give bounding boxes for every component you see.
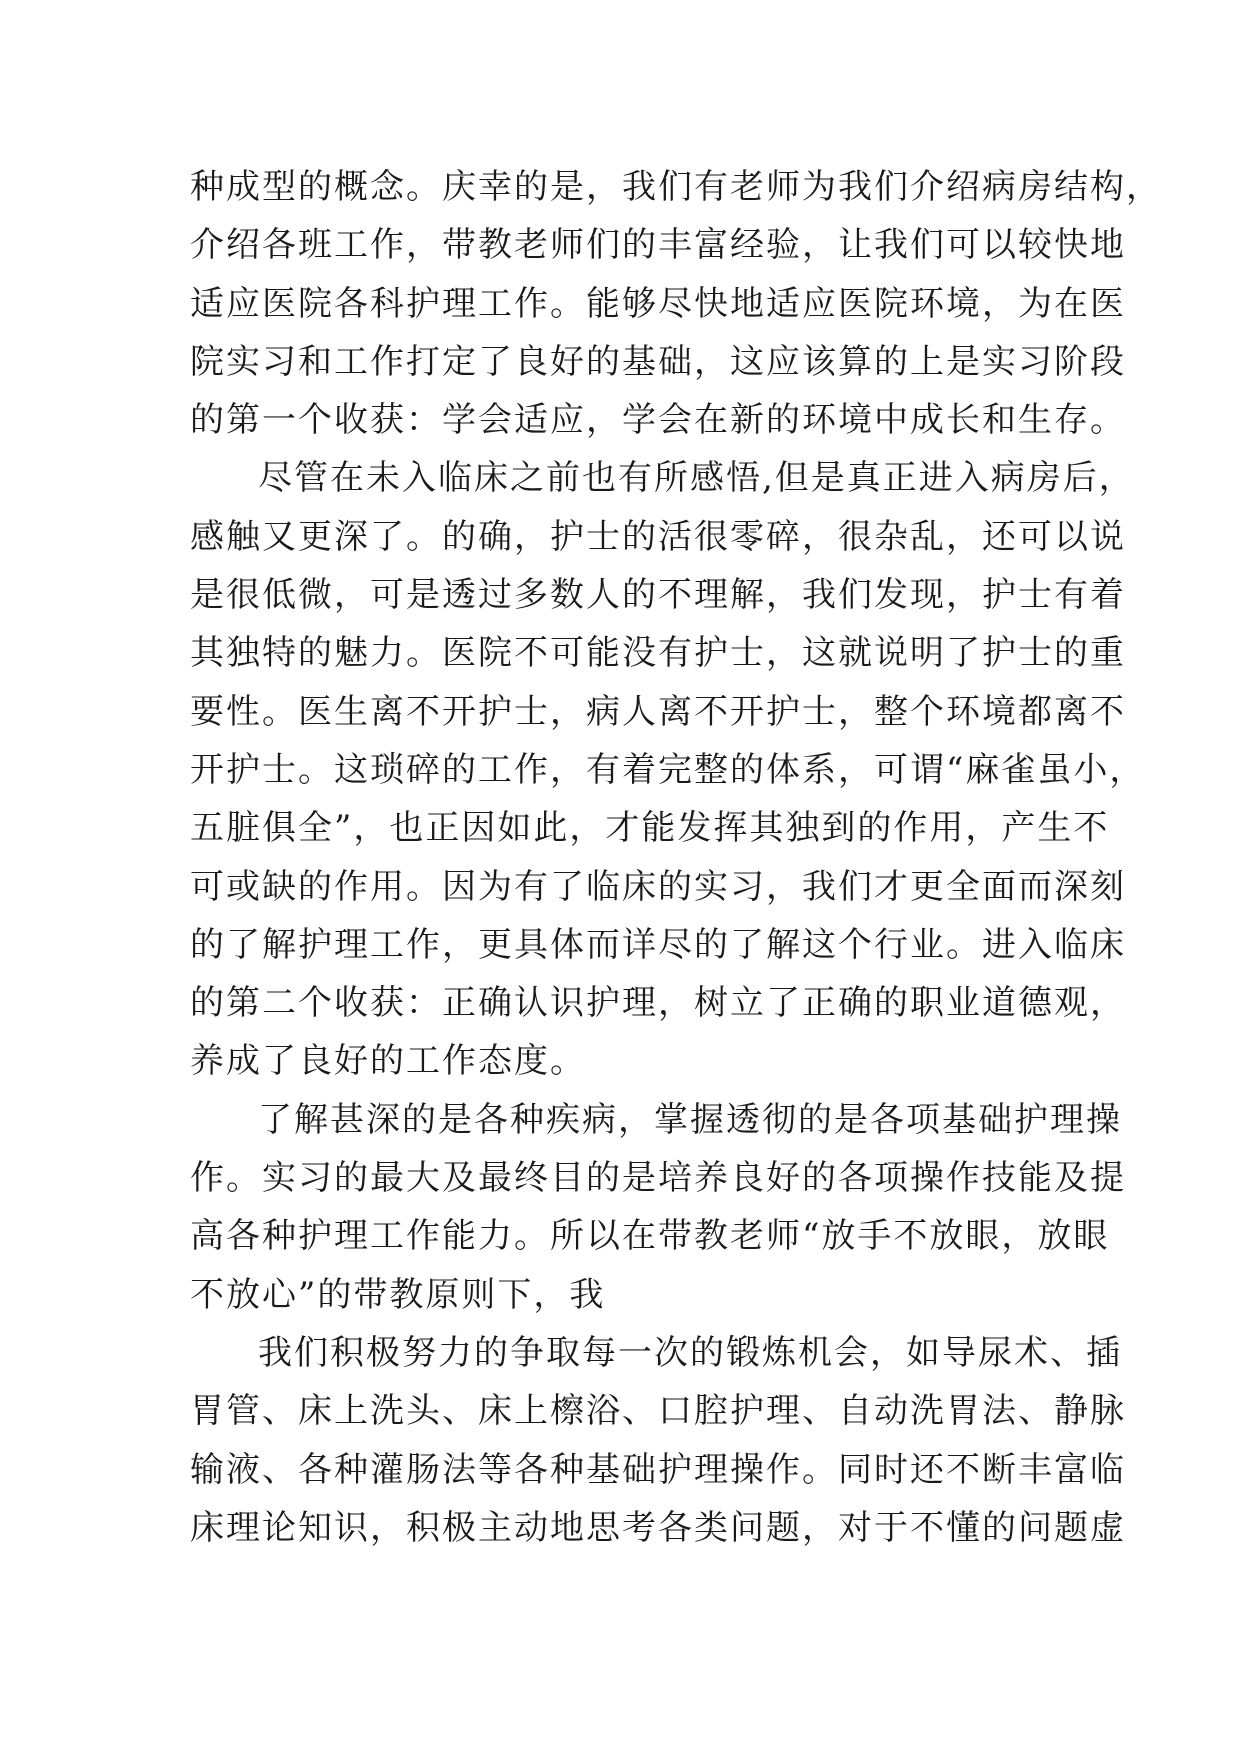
text-line: 养成了良好的工作态度。 bbox=[190, 1041, 586, 1082]
text-line: 高各种护理工作能力。所以在带教老师“放手不放眼，放眼 bbox=[190, 1216, 1110, 1257]
text-line: 的了解护理工作，更具体而详尽的了解这个行业。进入临床 bbox=[190, 924, 1126, 965]
text-line: 开护士。这琐碎的工作，有着完整的体系，可谓“麻雀虽小， bbox=[190, 749, 1146, 790]
text-line: 胃管、床上洗头、床上檫浴、口腔护理、自动洗胃法、静脉 bbox=[190, 1391, 1126, 1432]
text-line: 其独特的魅力。医院不可能没有护士，这就说明了护士的重 bbox=[190, 633, 1126, 674]
body-text bbox=[190, 158, 1162, 1557]
text-line: 种成型的概念。庆幸的是，我们有老师为我们介绍病房结构， bbox=[190, 167, 1162, 207]
text-line: 适应医院各科护理工作。能够尽快地适应医院环境，为在医 bbox=[190, 283, 1126, 324]
text-line: 尽管在未入临床之前也有所感悟,但是真正进入病房后， bbox=[258, 458, 1135, 499]
text-line: 要性。医生离不开护士，病人离不开护士，整个环境都离不 bbox=[190, 691, 1126, 732]
text-line: 五脏俱全”，也正因如此，才能发挥其独到的作用，产生不 bbox=[190, 808, 1110, 849]
text-line: 作。实习的最大及最终目的是培养良好的各项操作技能及提 bbox=[190, 1158, 1126, 1199]
text-line: 了解甚深的是各种疾病，掌握透彻的是各项基础护理操 bbox=[258, 1099, 1122, 1140]
text-line: 的第二个收获：正确认识护理，树立了正确的职业道德观， bbox=[190, 983, 1126, 1024]
text-line: 感触又更深了。的确，护士的活很零碎，很杂乱，还可以说 bbox=[190, 516, 1126, 557]
text-line: 输液、各种灌肠法等各种基础护理操作。同时还不断丰富临 bbox=[190, 1449, 1126, 1490]
text-line: 不放心”的带教原则下，我 bbox=[190, 1274, 606, 1315]
text-line: 我们积极努力的争取每一次的锻炼机会，如导尿术、插 bbox=[258, 1332, 1122, 1373]
text-line: 床理论知识，积极主动地思考各类问题，对于不懂的问题虚 bbox=[190, 1507, 1126, 1548]
text-line: 介绍各班工作，带教老师们的丰富经验，让我们可以较快地 bbox=[190, 225, 1126, 266]
text-line: 是很低微，可是透过多数人的不理解，我们发现，护士有着 bbox=[190, 575, 1126, 616]
text-line: 可或缺的作用。因为有了临床的实习，我们才更全面而深刻 bbox=[190, 866, 1126, 907]
text-line: 的第一个收获：学会适应，学会在新的环境中成长和生存。 bbox=[190, 400, 1126, 441]
text-line: 院实习和工作打定了良好的基础，这应该算的上是实习阶段 bbox=[190, 341, 1126, 382]
